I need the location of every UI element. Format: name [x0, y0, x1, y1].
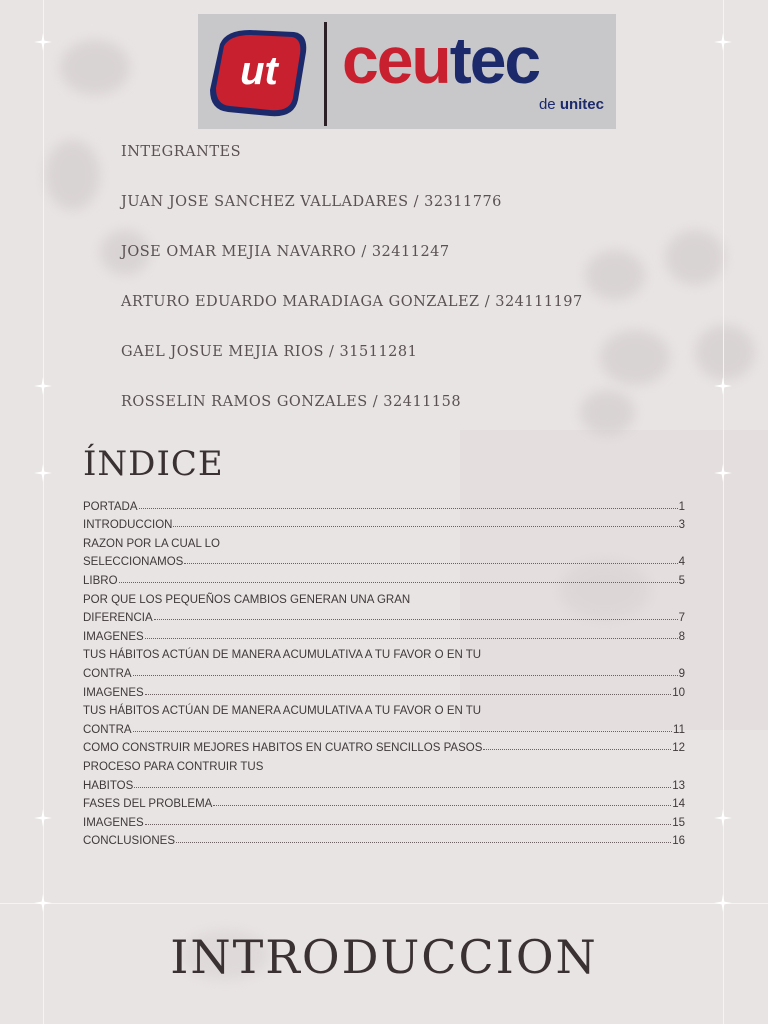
toc-dot-leader: [145, 693, 671, 695]
toc-dot-leader: [176, 841, 671, 843]
leaf-shadow: [695, 325, 755, 380]
toc-line[interactable]: [83, 773, 685, 792]
frame-line-right: [723, 0, 724, 1024]
toc-dot-leader: [213, 804, 671, 806]
member-item: JUAN JOSE SANCHEZ VALLADARES / 32311776: [121, 194, 502, 210]
toc-page-number: 15: [672, 816, 685, 829]
four-point-star-icon: [714, 894, 732, 912]
toc-line[interactable]: [83, 680, 685, 699]
logo-word-tec: tec: [449, 23, 540, 97]
logo-sub-prefix: de: [538, 96, 560, 113]
toc-dot-leader: [483, 748, 671, 750]
frame-line-bottom: [0, 903, 768, 904]
four-point-star-icon: [714, 33, 732, 51]
toc-page-number: 16: [672, 835, 685, 848]
toc-line[interactable]: [83, 699, 685, 718]
logo-word-ceu: ceu: [342, 23, 450, 97]
toc-line[interactable]: [83, 587, 685, 606]
toc-entry-text: TUS HÁBITOS ACTÚAN DE MANERA ACUMULATIVA A TU FAVOR O EN TU: [83, 649, 482, 662]
toc-dot-leader: [145, 823, 671, 825]
four-point-star-icon: [714, 809, 732, 827]
toc-line[interactable]: [83, 531, 685, 550]
frame-line-left: [43, 0, 44, 1024]
logo-wordmark: [342, 20, 539, 100]
toc-line[interactable]: [83, 810, 685, 829]
toc-entry-text: LIBRO: [83, 574, 118, 587]
toc-dot-leader: [154, 618, 678, 620]
toc-entry-text: RAZON POR LA CUAL LO: [83, 537, 220, 550]
toc-line[interactable]: [83, 513, 685, 532]
toc-entry-text: COMO CONSTRUIR MEJORES HABITOS EN CUATRO SENCILLOS PASOS: [83, 742, 483, 755]
toc-dot-leader: [184, 562, 677, 564]
toc-entry-text: HABITOS: [83, 779, 134, 792]
toc-page-number: 7: [678, 612, 685, 625]
four-point-star-icon: [34, 377, 52, 395]
toc-page-number: 10: [672, 686, 685, 699]
member-item: GAEL JOSUE MEJIA RIOS / 31511281: [121, 344, 418, 360]
four-point-star-icon: [714, 377, 732, 395]
toc-dot-leader: [133, 674, 678, 676]
leaf-shadow: [665, 230, 725, 285]
toc-page-number: 14: [672, 798, 685, 811]
toc-dot-leader: [119, 581, 678, 583]
toc-dot-leader: [173, 525, 677, 527]
leaf-shadow: [580, 390, 635, 435]
toc-line[interactable]: [83, 736, 685, 755]
member-item: ARTURO EDUARDO MARADIAGA GONZALEZ / 324111197: [121, 294, 583, 310]
toc-entry-text: TUS HÁBITOS ACTÚAN DE MANERA ACUMULATIVA A TU FAVOR O EN TU: [83, 705, 482, 718]
four-point-star-icon: [34, 894, 52, 912]
toc-page-number: 5: [678, 574, 685, 587]
toc-dot-leader: [134, 786, 671, 788]
toc-page-number: 13: [672, 779, 685, 792]
leaf-shadow: [585, 250, 645, 300]
member-item: ROSSELIN RAMOS GONZALES / 32411158: [121, 394, 462, 410]
toc-line[interactable]: [83, 606, 685, 625]
toc-entry-text: PORTADA: [83, 500, 138, 513]
toc-page-number: 1: [678, 500, 685, 513]
toc-entry-text: INTRODUCCION: [83, 519, 173, 532]
toc-line[interactable]: [83, 829, 685, 848]
toc-page-number: 8: [678, 630, 685, 643]
ut-logo-mark-text: ut: [240, 49, 278, 93]
toc-dot-leader: [145, 637, 678, 639]
toc-dot-leader: [133, 730, 672, 732]
toc-page-number: 9: [678, 667, 685, 680]
table-of-contents: [83, 494, 685, 847]
toc-page-number: 12: [672, 742, 685, 755]
index-title: ÍNDICE: [83, 444, 224, 484]
toc-line[interactable]: [83, 661, 685, 680]
members-list: [121, 140, 583, 440]
toc-line[interactable]: [83, 792, 685, 811]
toc-line[interactable]: [83, 550, 685, 569]
toc-line[interactable]: [83, 717, 685, 736]
toc-entry-text: CONTRA: [83, 723, 132, 736]
toc-line[interactable]: [83, 643, 685, 662]
four-point-star-icon: [34, 464, 52, 482]
leaf-shadow: [60, 40, 130, 95]
toc-line[interactable]: [83, 624, 685, 643]
logo-sub-brand: unitec: [559, 96, 604, 113]
toc-entry-text: CONCLUSIONES: [83, 835, 176, 848]
leaf-shadow: [45, 140, 100, 210]
toc-entry-text: PROCESO PARA CONTRUIR TUS: [83, 760, 264, 773]
toc-entry-text: IMAGENES: [83, 816, 144, 829]
ceutec-logo: [198, 14, 616, 129]
logo-separator: [324, 22, 327, 126]
members-heading: INTEGRANTES: [121, 144, 242, 160]
four-point-star-icon: [34, 809, 52, 827]
toc-entry-text: DIFERENCIA: [83, 612, 153, 625]
toc-page-number: 4: [678, 556, 685, 569]
toc-page-number: 11: [673, 723, 685, 736]
four-point-star-icon: [34, 33, 52, 51]
four-point-star-icon: [714, 464, 732, 482]
toc-entry-text: IMAGENES: [83, 686, 144, 699]
toc-line[interactable]: [83, 754, 685, 773]
toc-entry-text: IMAGENES: [83, 630, 144, 643]
toc-page-number: 3: [678, 519, 685, 532]
toc-line[interactable]: [83, 568, 685, 587]
toc-entry-text: CONTRA: [83, 667, 132, 680]
toc-dot-leader: [139, 507, 678, 509]
logo-subtitle: [539, 96, 604, 113]
leaf-shadow: [600, 330, 670, 385]
toc-entry-text: POR QUE LOS PEQUEÑOS CAMBIOS GENERAN UNA GRAN: [83, 593, 411, 606]
toc-line[interactable]: [83, 494, 685, 513]
toc-entry-text: SELECCIONAMOS: [83, 556, 184, 569]
toc-entry-text: FASES DEL PROBLEMA: [83, 798, 213, 811]
introduction-title: INTRODUCCION: [170, 930, 598, 984]
member-item: JOSE OMAR MEJIA NAVARRO / 32411247: [121, 244, 450, 260]
